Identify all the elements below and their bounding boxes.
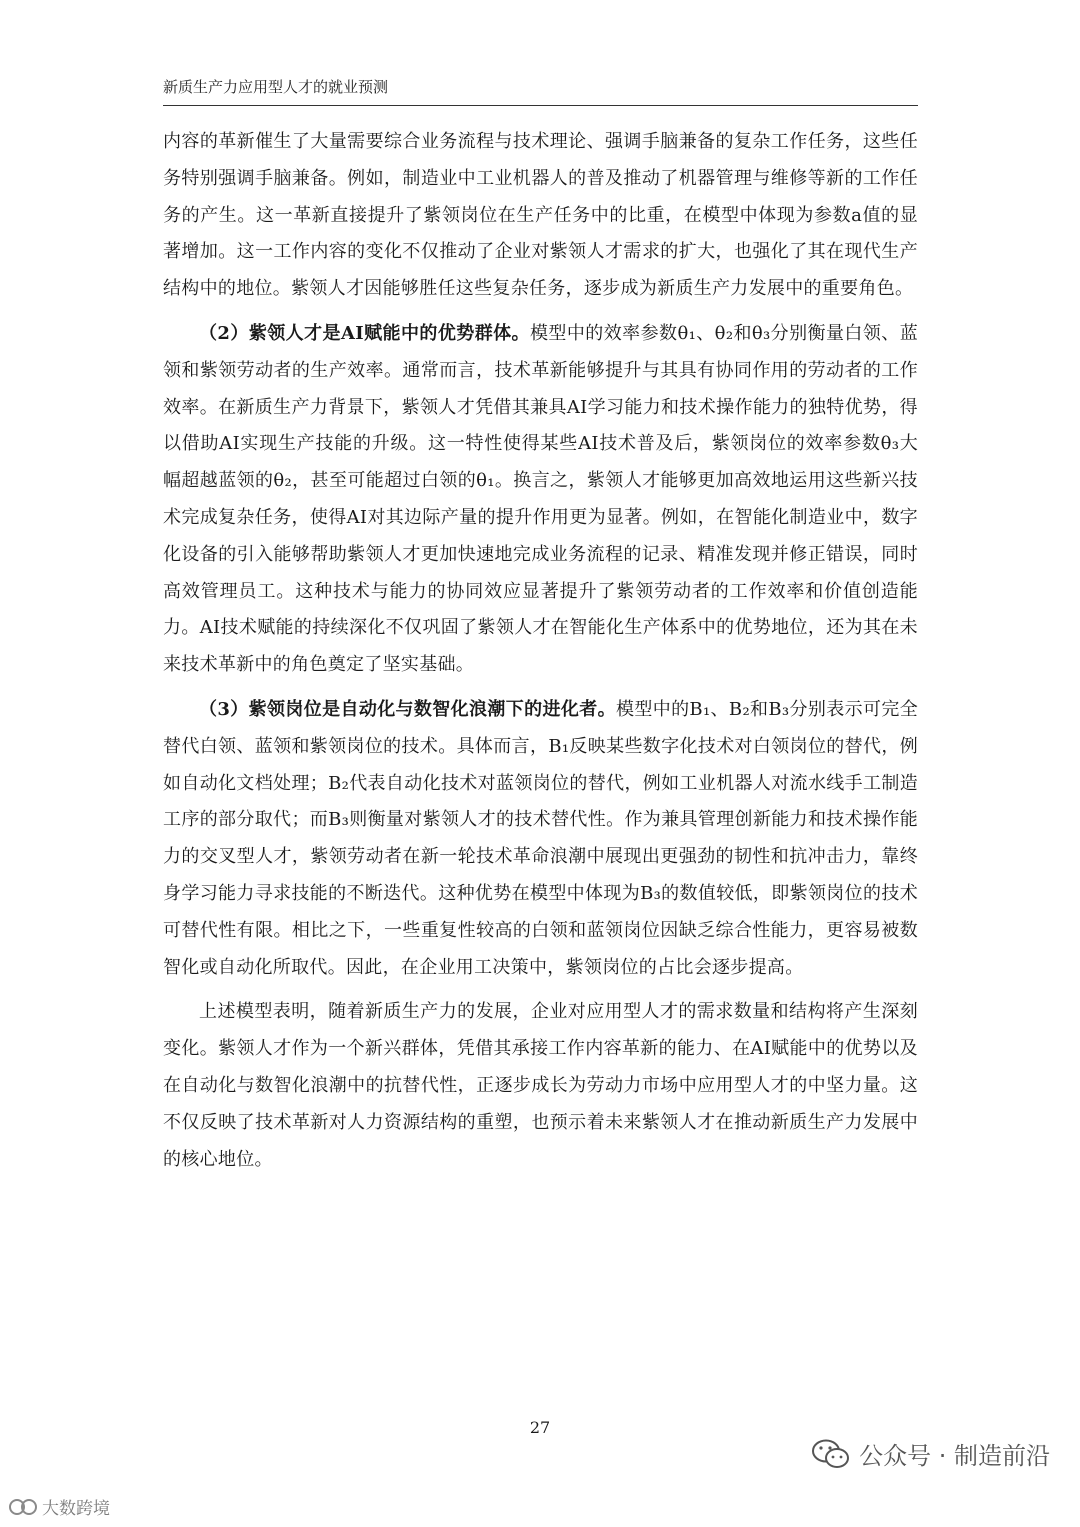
paragraph-4 <box>163 994 918 1178</box>
wechat-icon <box>811 1438 851 1470</box>
paragraph-3-lead: （3）紫领岗位是自动化与数智化浪潮下的进化者。 <box>199 698 616 720</box>
paragraph-1 <box>163 124 918 308</box>
watermark-left <box>8 1494 110 1519</box>
brand-logo-icon <box>8 1498 38 1516</box>
page-number: 27 <box>529 1418 551 1437</box>
paragraph-3-text: 模型中的B₁、B₂和B₃分别表示可完全替代白领、蓝领和紫领岗位的技术。具体而言，B₁反映某些数字化技术对白领岗位的替代，例如自动化文档处理；B₂代表自动化技术对蓝领岗位的替代，例如工业机器人对流水线手工制造工序的部分取代；而B₃则衡量对紫领人才的技术替代性。作为兼具管理创新能力和技术操作能力的交叉型人才，紫领劳动者在新一轮技术革命浪潮中展现出更强劲的韧性和抗冲击力，靠终身学习能力寻求技能的不断迭代。这种优势在模型中体现为B₃的数值较低，即紫领岗位的技术可替代性有限。相比之下，一些重复性较高的白领和蓝领岗位因缺乏综合性能力，更容易被数智化或自动化所取代。因此，在企业用工决策中，紫领岗位的占比会逐步提高。 <box>163 698 919 978</box>
paragraph-2 <box>163 316 918 684</box>
page-header <box>163 76 918 106</box>
paragraph-3 <box>163 692 918 986</box>
body-text <box>163 124 918 1186</box>
watermark-right-text: 公众号 · 制造前沿 <box>859 1442 1050 1470</box>
header-title: 新质生产力应用型人才的就业预测 <box>163 78 389 96</box>
paragraph-4-text: 上述模型表明，随着新质生产力的发展，企业对应用型人才的需求数量和结构将产生深刻变化。紫领人才作为一个新兴群体，凭借其承接工作内容革新的能力、在AI赋能中的优势以及在自动化与数智化浪潮中的抗替代性，正逐步成长为劳动力市场中应用型人才的中坚力量。这不仅反映了技术革新对人力资源结构的重塑，也预示着未来紫领人才在推动新质生产力发展中的核心地位。 <box>163 1001 918 1170</box>
watermark-right <box>811 1436 1050 1471</box>
paragraph-2-lead: （2）紫领人才是AI赋能中的优势群体。 <box>199 322 530 344</box>
paragraph-2-text: 模型中的效率参数θ₁、θ₂和θ₃分别衡量白领、蓝领和紫领劳动者的生产效率。通常而言，技术革新能够提升与其具有协同作用的劳动者的工作效率。在新质生产力背景下，紫领人才凭借其兼具AI学习能力和技术操作能力的独特优势，得以借助AI实现生产技能的升级。这一特性使得某些AI技术普及后，紫领岗位的效率参数θ₃大幅超越蓝领的θ₂，甚至可能超过白领的θ₁。换言之，紫领人才能够更加高效地运用这些新兴技术完成复杂任务，使得AI对其边际产量的提升作用更为显著。例如，在智能化制造业中，数字化设备的引入能够帮助紫领人才更加快速地完成业务流程的记录、精准发现并修正错误，同时高效管理员工。这种技术与能力的协同效应显著提升了紫领劳动者的工作效率和价值创造能力。AI技术赋能的持续深化不仅巩固了紫领人才在智能化生产体系中的优势地位，还为其在未来技术革新中的角色奠定了坚实基础。 <box>163 322 919 676</box>
watermark-left-text: 大数跨境 <box>42 1499 110 1519</box>
paragraph-1-text: 内容的革新催生了大量需要综合业务流程与技术理论、强调手脑兼备的复杂工作任务，这些任务特别强调手脑兼备。例如，制造业中工业机器人的普及推动了机器管理与维修等新的工作任务的产生。这一革新直接提升了紫领岗位在生产任务中的比重，在模型中体现为参数a值的显著增加。这一工作内容的变化不仅推动了企业对紫领人才需求的扩大，也强化了其在现代生产结构中的地位。紫领人才因能够胜任这些复杂任务，逐步成为新质生产力发展中的重要角色。 <box>163 131 918 300</box>
